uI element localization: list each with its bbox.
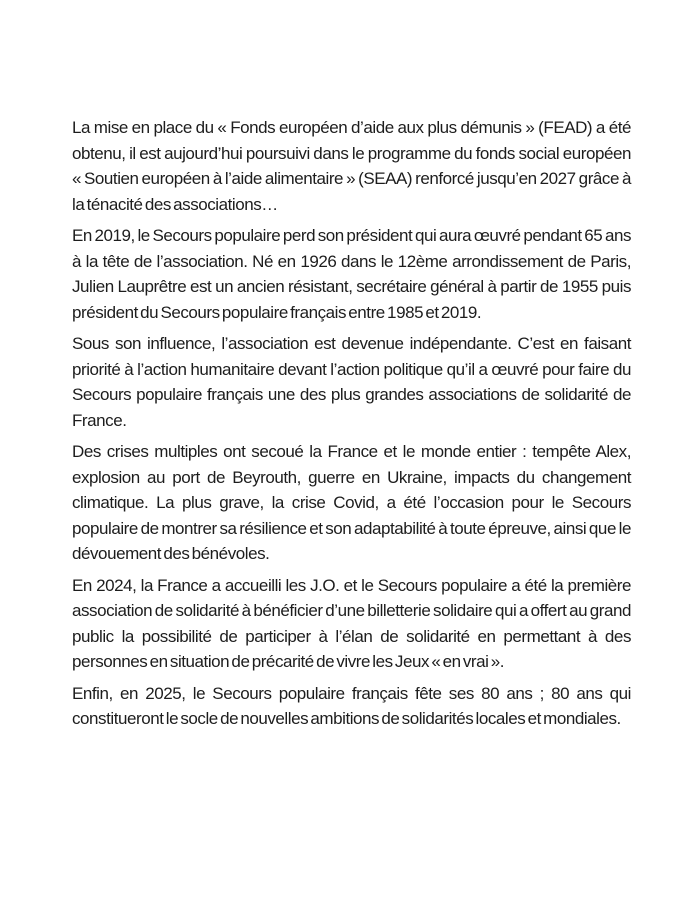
paragraph-crises-multiples: Des crises multiples ont secoué la France et le monde entier : tempête Alex, explosion au port de Beyrouth, guerre en Ukraine, impacts du changement climatique. La plus grave, la crise Covid, a été l’occasion pour le Secours populaire de montrer sa résilience et son adaptabilité à toute épreuve, ainsi que le dévouement des bénévoles. xyxy=(72,442,631,563)
paragraph-president-2019: En 2019, le Secours populaire perd son président qui aura œuvré pendant 65 ans à la tête de l’association. Né en 1926 dans le 12ème arrondissement de Paris, Julien Lauprêtre est un ancien résistant, secrétaire général à partir de 1955 puis président du Secours populaire français entre 1985 et 2019. xyxy=(72,226,631,322)
document-body-text xyxy=(72,115,631,738)
paragraph-jo-2024: En 2024, la France a accueilli les J.O. et le Secours populaire a été la première association de solidarité à bénéficier d’une billetterie solidaire qui a offert au grand public la possibilité de participer à l’élan de solidarité en permettant à des personnes en situation de précarité de vivre les Jeux « en vrai ». xyxy=(72,575,631,671)
paragraph-association-independante: Sous son influence, l’association est devenue indépendante. C’est en faisant priorité à l’action humanitaire devant l’action politique qu’il a œuvré pour faire du Secours populaire français une des plus grandes associations de solidarité de France. xyxy=(72,334,631,430)
paragraph-80-ans-2025: Enfin, en 2025, le Secours populaire français fête ses 80 ans ; 80 ans qui constitueront le socle de nouvelles ambitions de solidarités locales et mondiales. xyxy=(72,683,631,728)
paragraph-fead-funding: La mise en place du « Fonds européen d’aide aux plus démunis » (FEAD) a été obtenu, il est aujourd’hui poursuivi dans le programme du fonds social européen « Soutien européen à l’aide alimentaire » (SEAA) renforcé jusqu’en 2027 grâce à la ténacité des associations… xyxy=(72,118,631,214)
